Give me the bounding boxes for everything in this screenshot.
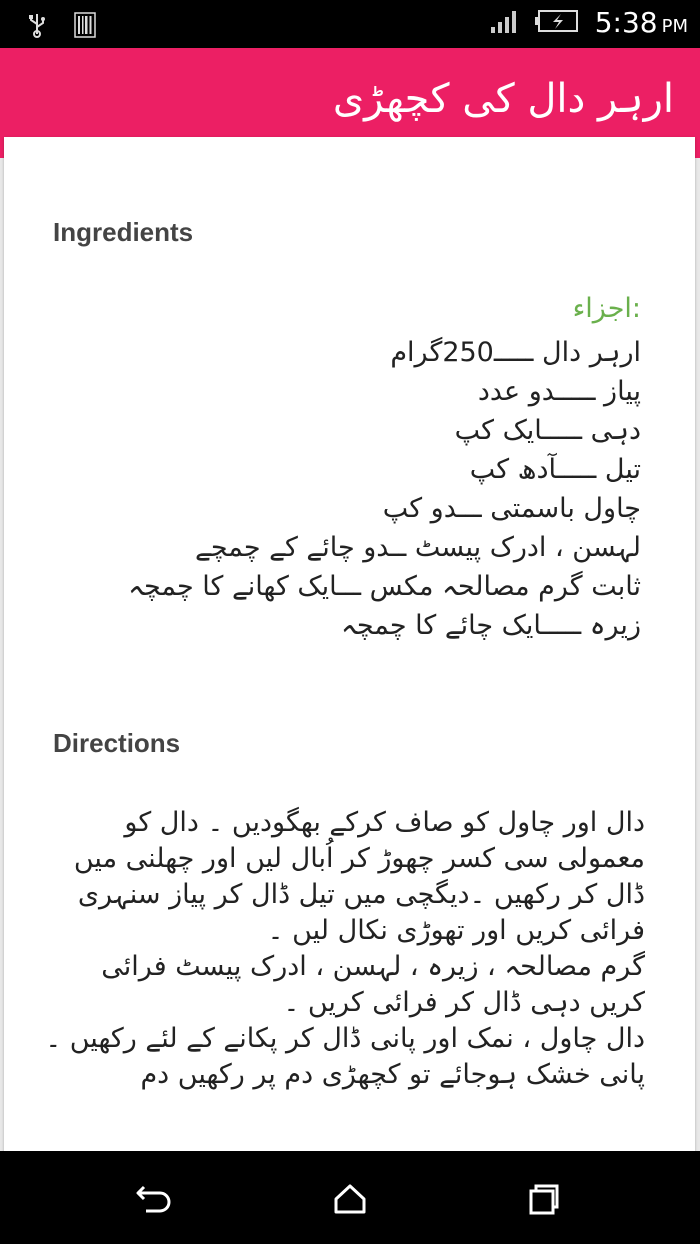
- list-item: لہسن ، ادرک پیسٹ ــدو چائے کے چمچے: [195, 532, 641, 563]
- list-item: پیاز ـــــدو عدد: [477, 376, 641, 407]
- directions-title: Directions: [53, 728, 181, 758]
- directions-paragraph: پانی خشک ہوجائے تو کچھڑی دم پر رکھیں دم: [140, 1059, 645, 1090]
- clock-ampm: PM: [661, 16, 688, 37]
- list-item: چاول باسمتی ـــدو کپ: [382, 493, 641, 524]
- back-icon: [132, 1177, 176, 1221]
- list-item: تیل ـــــآدھ کپ: [469, 454, 641, 485]
- battery-charging-icon: [535, 8, 581, 38]
- page-title: ارہر دال کی کچھڑی: [332, 76, 674, 122]
- home-icon: [328, 1177, 372, 1221]
- clock: [595, 6, 688, 39]
- home-button[interactable]: [328, 1177, 372, 1221]
- clock-time: 5:38: [594, 6, 658, 39]
- recent-apps-icon: [522, 1177, 566, 1221]
- directions-paragraph: دال اور چاول کو صاف کرکے بھگودیں ۔ دال کو معمولی سی کسر چھوڑ کر اُبال لیں اور چھلنی میں ڈال کر رکھیں ۔دیگچی میں تیل ڈال کر پیاز سنہری فرائی کریں اور تھوڑی نکال لیں ۔: [73, 807, 645, 946]
- recent-apps-button[interactable]: [522, 1177, 566, 1221]
- barcode-icon: [74, 12, 96, 42]
- usb-icon: [26, 12, 48, 42]
- list-item: ارہر دال ـــــ250گرام: [390, 337, 641, 368]
- signal-icon: [489, 7, 521, 39]
- ingredients-title: Ingredients: [53, 217, 194, 247]
- ingredients-list: [128, 333, 641, 645]
- status-bar: [0, 0, 700, 48]
- recipe-card[interactable]: [4, 137, 695, 1177]
- ingredients-heading: :اجزاء: [572, 293, 641, 324]
- list-item: ثابت گرم مصالحہ مکس ـــایک کھانے کا چمچہ: [128, 571, 641, 602]
- navigation-bar: [0, 1151, 700, 1244]
- directions-paragraph: دال چاول ، نمک اور پانی ڈال کر پکانے کے لئے رکھیں ۔: [45, 1023, 645, 1054]
- list-item: زیرہ ـــــایک چائے کا چمچہ: [341, 610, 641, 641]
- list-item: دہی ـــــایک کپ: [454, 415, 641, 446]
- directions-text: [44, 805, 645, 1093]
- directions-paragraph: گرم مصالحہ ، زیرہ ، لہسن ، ادرک پیسٹ فرائی کریں دہی ڈال کر فرائی کریں ۔: [101, 951, 645, 1018]
- back-button[interactable]: [132, 1177, 176, 1221]
